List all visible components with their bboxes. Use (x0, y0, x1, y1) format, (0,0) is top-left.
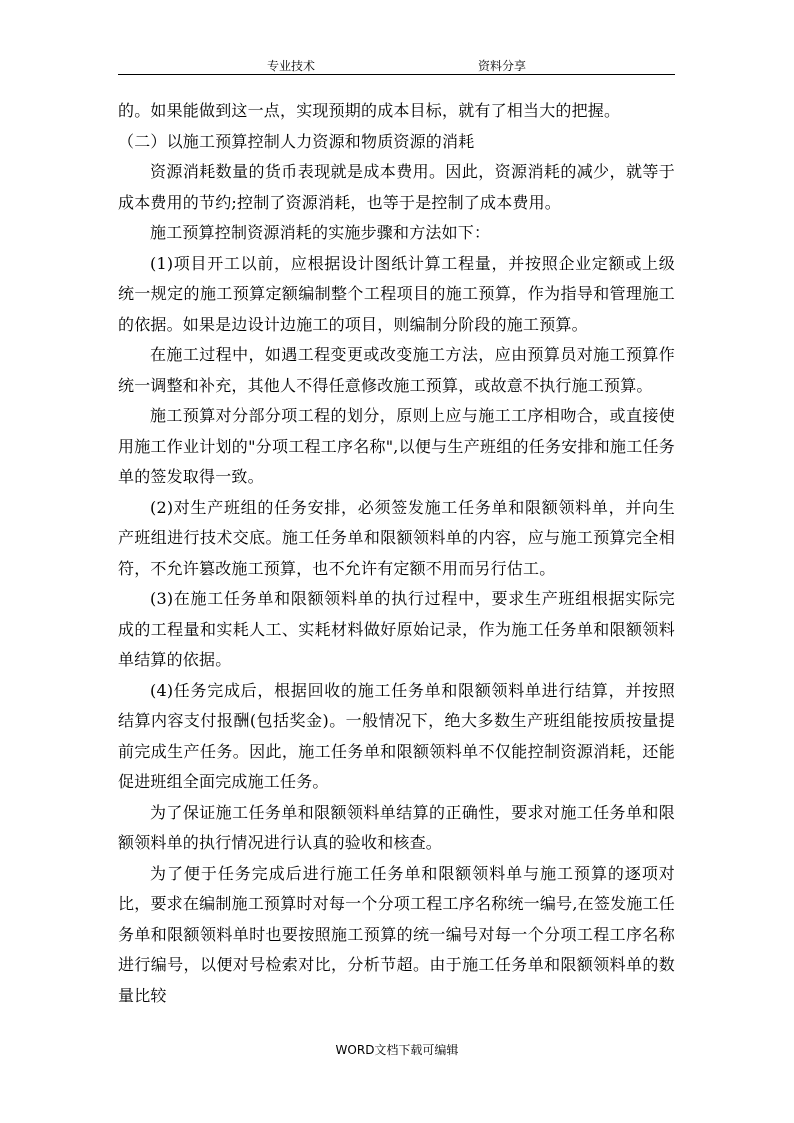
paragraph: (1)项目开工以前，应根据设计图纸计算工程量，并按照企业定额或上级统一规定的施工预算定额编制整个工程项目的施工预算，作为指导和管理施工的依据。如果是边设计边施工的项目，则编制分阶段的施工预算。 (118, 253, 675, 334)
paragraph: 为了保证施工任务单和限额领料单结算的正确性，要求对施工任务单和限额领料单的执行情况进行认真的验收和核查。 (118, 802, 675, 852)
paragraph: (4)任务完成后，根据回收的施工任务单和限额领料单进行结算，并按照结算内容支付报酬(包括奖金)。一般情况下，绝大多数生产班组能按质按量提前完成生产任务。因此，施工任务单和限额领料单不仅能控制资源消耗，还能促进班组全面完成施工任务。 (118, 680, 675, 791)
paragraph: (3)在施工任务单和限额领料单的执行过程中，要求生产班组根据实际完成的工程量和实耗人工、实耗材料做好原始记录，作为施工任务单和限额领料单结算的依据。 (118, 589, 675, 669)
paragraph: 为了便于任务完成后进行施工任务单和限额领料单与施工预算的逐项对比，要求在编制施工预算时对每一个分项工程工序名称统一编号,在签发施工任务单和限额领料单时也要按照施工预算的统一编号对每一个分项工程工序名称进行编号，以便对号检索对比，分析节超。由于施工任务单和限额领料单的数量比较 (118, 863, 675, 1005)
paragraph: (2)对生产班组的任务安排，必须签发施工任务单和限额领料单，并向生产班组进行技术交底。施工任务单和限额领料单的内容，应与施工预算完全相符，不允许篡改施工预算，也不允许有定额不用而另行估工。 (118, 497, 675, 578)
paragraph: 的。如果能做到这一点，实现预期的成本目标，就有了相当大的把握。 (118, 101, 621, 120)
page-footer: WORD文档下载可编辑 (335, 1043, 459, 1057)
paragraph: 资源消耗数量的货币表现就是成本费用。因此，资源消耗的减少，就等于成本费用的节约;控制了资源消耗，也等于是控制了成本费用。 (118, 162, 675, 212)
paragraph: 施工预算控制资源消耗的实施步骤和方法如下： (150, 223, 491, 242)
page-header (118, 55, 675, 75)
section-heading: （二）以施工预算控制人力资源和物质资源的消耗 (118, 131, 475, 151)
header-right-text: 资料分享 (478, 59, 527, 73)
document-body (118, 96, 675, 1011)
header-left-text: 专业技术 (267, 59, 316, 73)
paragraph: 在施工过程中，如遇工程变更或改变施工方法，应由预算员对施工预算作统一调整和补充，其他人不得任意修改施工预算，或故意不执行施工预算。 (118, 345, 675, 395)
header-rule (118, 74, 675, 75)
paragraph: 施工预算对分部分项工程的划分，原则上应与施工工序相吻合，或直接使用施工作业计划的"分项工程工序名称",以便与生产班组的任务安排和施工任务单的签发取得一致。 (118, 406, 675, 486)
